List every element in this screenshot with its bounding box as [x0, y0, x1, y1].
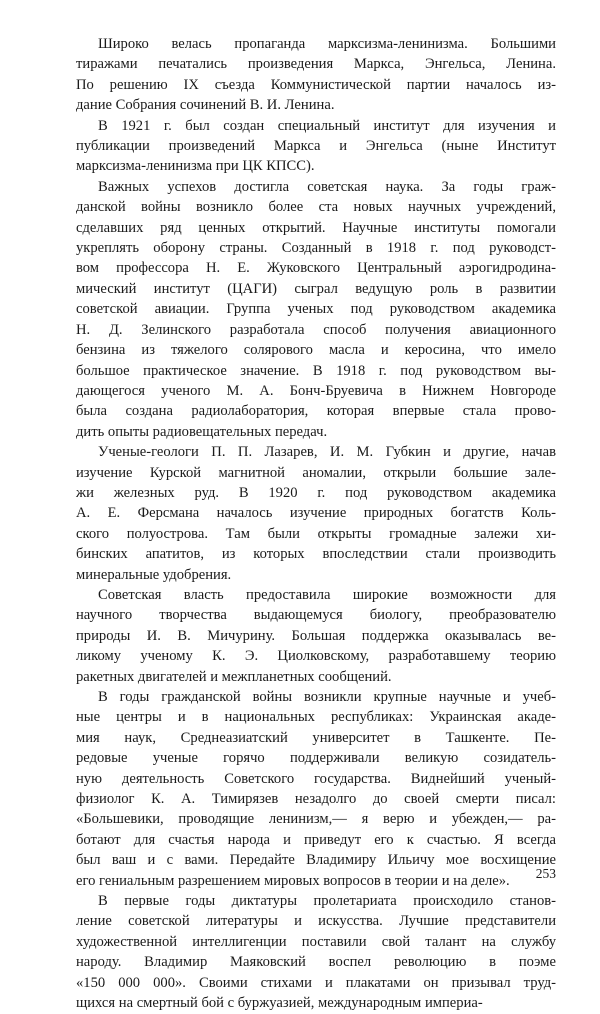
text-line: жи железных руд. В 1920 г. под руководством академика	[76, 484, 556, 501]
text-line: данской войны возникло более ста новых научных учреждений,	[76, 199, 556, 216]
page-number: 253	[535, 866, 556, 881]
text-line: ского полуострова. Там были открыты громадные залежи хи-	[76, 525, 556, 542]
text-line: его гениальным разрешением мировых вопросов в теории и на деле».	[76, 872, 510, 889]
text-line: В годы гражданской войны возникли крупные научные и учеб-	[98, 689, 556, 705]
paragraph	[76, 116, 556, 177]
text-line: «150 000 000». Своими стихами и плакатами он призывал труд-	[76, 974, 556, 991]
text-line: научного творчества выдающемуся биологу, преобразователю	[76, 607, 556, 624]
text-line: Важных успехов достигла советская наука. За годы граж-	[98, 178, 556, 195]
text-line: ление советской литературы и искусства. Лучшие представители	[76, 913, 556, 930]
text-line: бензина из тяжелого солярового масла и керосина, что имело	[76, 342, 556, 359]
text-line: художественной интеллигенции поставили свой талант на службу	[76, 933, 556, 950]
text-line: ботают для счастья народа и приведут его к счастью. Я всегда	[76, 831, 556, 848]
text-line: советской авиации. Группа ученых под руководством академика	[76, 301, 556, 318]
text-line: вом профессора Н. Е. Жуковского Центральный аэрогидродина-	[76, 260, 556, 277]
text-line: сделавших ряд ценных открытий. Научные институты помогали	[76, 219, 556, 236]
text-line: публикации произведений Маркса и Энгельса (ныне Институт	[76, 138, 556, 155]
body-text	[76, 34, 556, 1014]
text-line: Н. Д. Зелинского разработала способ получения авиационного	[76, 321, 556, 338]
text-line: редовые ученые горячо поддерживали великую созидатель-	[76, 750, 556, 767]
text-line: Ученые-геологи П. П. Лазарев, И. М. Губкин и другие, начав	[98, 444, 556, 461]
text-line: А. Е. Ферсмана началось изучение природных богатств Коль-	[76, 505, 556, 522]
text-line: мический институт (ЦАГИ) сыграл ведущую роль в развитии	[76, 280, 556, 297]
paragraph	[76, 687, 556, 891]
text-line: В 1921 г. был создан специальный институт для изучения и	[98, 117, 556, 134]
text-line: По решению IX съезда Коммунистической партии началось из-	[76, 76, 556, 93]
paragraph	[76, 442, 556, 585]
text-line: природы И. В. Мичурину. Большая поддержка оказывалась ве-	[76, 627, 556, 644]
text-line: «Большевики, проводящие ленинизм,— я верю и убежден,— ра-	[76, 811, 556, 828]
text-line: тиражами печатались произведения Маркса, Энгельса, Ленина.	[76, 56, 556, 73]
text-line: дающегося ученого М. А. Бонч-Бруевича в Нижнем Новгороде	[76, 382, 556, 399]
text-line: ную деятельность Советского государства. Виднейший ученый-	[76, 770, 556, 787]
text-line: дить опыты радиовещательных передач.	[76, 423, 328, 440]
text-line: физиолог К. А. Тимирязев незадолго до своей смерти писал:	[76, 791, 556, 808]
paragraph	[76, 177, 556, 442]
text-line: была создана радиолаборатория, которая впервые стала прово-	[76, 403, 556, 420]
text-line: В первые годы диктатуры пролетариата происходило станов-	[98, 893, 556, 910]
text-line: ликому ученому К. Э. Циолковскому, разработавшему теорию	[76, 648, 556, 665]
text-line: ракетных двигателей и межпланетных сообщений.	[76, 668, 392, 685]
text-line: укреплять оборону страны. Созданный в 1918 г. под руководст-	[76, 240, 556, 257]
text-line: ные центры и в национальных республиках: Украинская акаде-	[76, 709, 556, 726]
paragraph	[76, 891, 556, 1013]
text-line: большое практическое значение. В 1918 г. под руководством вы-	[76, 362, 556, 379]
text-line: бинских апатитов, из которых впоследствии стали производить	[76, 546, 556, 563]
text-line: щихся на смертный бой с буржуазией, международным империа-	[76, 995, 483, 1012]
text-line: минеральные удобрения.	[76, 566, 232, 583]
text-line: Широко велась пропаганда марксизма-ленинизма. Большими	[98, 36, 556, 52]
paragraph	[76, 34, 556, 116]
text-line: народу. Владимир Маяковский воспел революцию в поэме	[76, 954, 556, 971]
text-line: дание Собрания сочинений В. И. Ленина.	[76, 97, 335, 114]
text-line: мия наук, Среднеазиатский университет в Ташкенте. Пе-	[76, 729, 556, 746]
paragraph	[76, 585, 556, 687]
text-line: марксизма-ленинизма при ЦК КПСС).	[76, 158, 315, 175]
text-line: был ваш и с вами. Передайте Владимиру Ильичу мое восхищение	[76, 852, 556, 869]
text-line: изучение Курской магнитной аномалии, открыли большие зале-	[76, 464, 556, 481]
text-line: Советская власть предоставила широкие возможности для	[98, 586, 556, 603]
